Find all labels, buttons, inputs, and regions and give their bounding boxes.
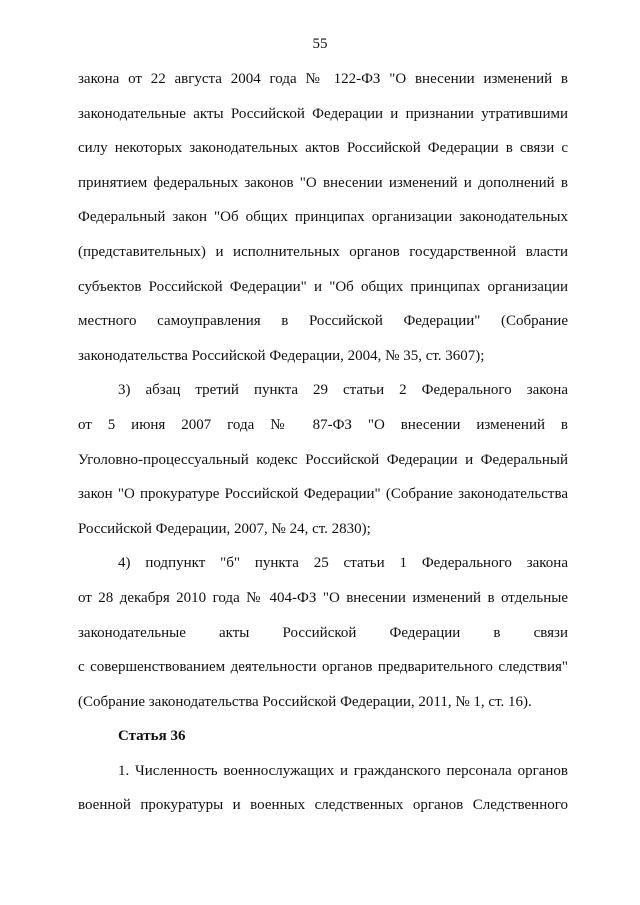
text-line: закона от 22 августа 2004 года № 122-ФЗ "О внесении изменений в bbox=[78, 71, 568, 87]
text-line: Уголовно-процессуальный кодекс Российской Федерации и Федеральный bbox=[78, 451, 568, 468]
text-line: законодательные акты Российской Федерации в связи bbox=[78, 624, 568, 641]
text-line: с совершенствованием деятельности органов предварительного следствия" bbox=[78, 659, 568, 676]
text-line: от 5 июня 2007 года № 87-ФЗ "О внесении изменений в bbox=[78, 416, 568, 433]
text-line: военной прокуратуры и военных следственных органов Следственного bbox=[78, 797, 568, 814]
list-item-4: 4) подпункт "б" пункта 25 статьи 1 Федерального закона bbox=[118, 555, 568, 572]
text-line: Федеральный закон "Об общих принципах организации законодательных bbox=[78, 209, 568, 226]
text-line: принятием федеральных законов "О внесении изменений и дополнений в bbox=[78, 174, 568, 191]
paragraph-start: 1. Численность военнослужащих и гражданского персонала органов bbox=[118, 762, 568, 779]
text-line: (представительных) и исполнительных органов государственной власти bbox=[78, 243, 568, 260]
text-line: законодательные акты Российской Федерации и признании утратившими bbox=[78, 105, 568, 122]
text-line: законодательства Российской Федерации, 2004, № 35, ст. 3607); bbox=[78, 347, 485, 364]
text-line: силу некоторых законодательных актов Российской Федерации в связи с bbox=[78, 140, 568, 157]
text-line: Российской Федерации, 2007, № 24, ст. 2830); bbox=[78, 520, 371, 537]
text-line: субъектов Российской Федерации" и "Об общих принципах организации bbox=[78, 278, 568, 295]
text-line: местного самоуправления в Российской Федерации" (Собрание bbox=[78, 313, 568, 330]
list-item-3: 3) абзац третий пункта 29 статьи 2 Федерального закона bbox=[118, 382, 568, 399]
document-body bbox=[78, 68, 568, 829]
page-number: 55 bbox=[312, 36, 328, 52]
text-line: закон "О прокуратуре Российской Федерации" (Собрание законодательства bbox=[78, 486, 568, 503]
text-line: (Собрание законодательства Российской Федерации, 2011, № 1, ст. 16). bbox=[78, 693, 532, 710]
text-line: от 28 декабря 2010 года № 404-ФЗ "О внесении изменений в отдельные bbox=[78, 589, 568, 606]
article-heading: Статья 36 bbox=[118, 728, 186, 745]
